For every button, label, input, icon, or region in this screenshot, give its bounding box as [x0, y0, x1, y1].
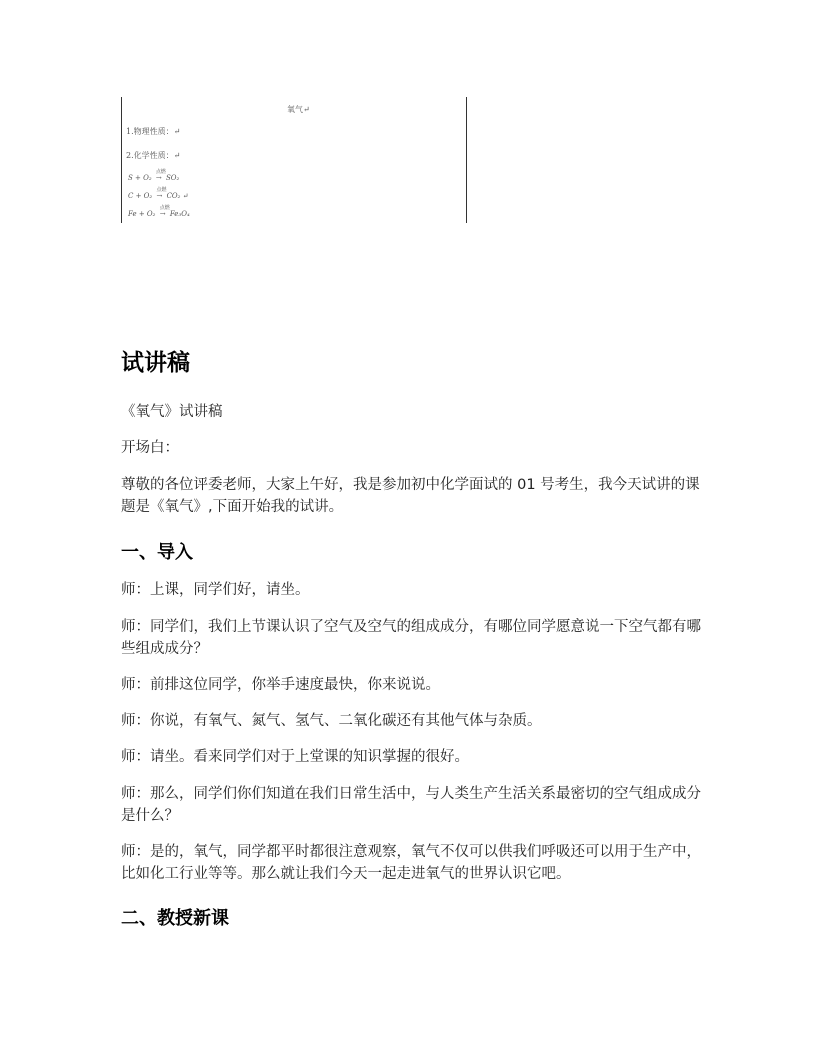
- board-line-chemical: 2.化学性质：↵: [126, 151, 181, 160]
- blackboard-design-image: [121, 97, 467, 223]
- paragraph: 师：同学们，我们上节课认识了空气及空气的组成成分，有哪位同学愿意说一下空气都有哪些组成成分？: [121, 619, 701, 657]
- paragraph: 师：那么，同学们你们知道在我们日常生活中，与人类生产生活关系最密切的空气组成成分是什么？: [121, 786, 701, 824]
- paragraph: 师：是的，氧气，同学都平时都很注意观察，氧气不仅可以供我们呼吸还可以用于生产中，比如化工行业等等。那么就让我们今天一起走进氧气的世界认识它吧。: [121, 844, 701, 882]
- page-title: 试讲稿: [121, 350, 190, 376]
- opening-label: 开场白：: [121, 440, 179, 456]
- paragraph: 师：你说，有氧气、氮气、氢气、二氧化碳还有其他气体与杂质。: [121, 713, 542, 729]
- board-equation-carbon: C + O₂ → 点燃 CO₂ ↵: [128, 187, 189, 200]
- opening-speech: 尊敬的各位评委老师，大家上午好，我是参加初中化学面试的 01 号考生，我今天试讲的课题是《氧气》,下面开始我的试讲。: [121, 477, 700, 515]
- board-equation-sulfur: S + O₂ → 点燃 SO₂: [128, 169, 180, 182]
- board-line-physical: 1.物理性质：↵: [126, 127, 181, 136]
- paragraph: 师：上课，同学们好，请坐。: [121, 582, 310, 598]
- paragraph: 师：前排这位同学，你举手速度最快，你来说说。: [121, 677, 440, 693]
- board-equation-iron: Fe + O₂ → 点燃 Fe₃O₄: [128, 205, 190, 218]
- doc-title: 《氧气》试讲稿: [121, 404, 223, 420]
- board-title: 氧气↵: [287, 105, 310, 114]
- section-heading-intro: 一、导入: [121, 542, 193, 563]
- section-heading-new-lesson: 二、教授新课: [121, 908, 229, 929]
- paragraph: 师：请坐。看来同学们对于上堂课的知识掌握的很好。: [121, 749, 469, 765]
